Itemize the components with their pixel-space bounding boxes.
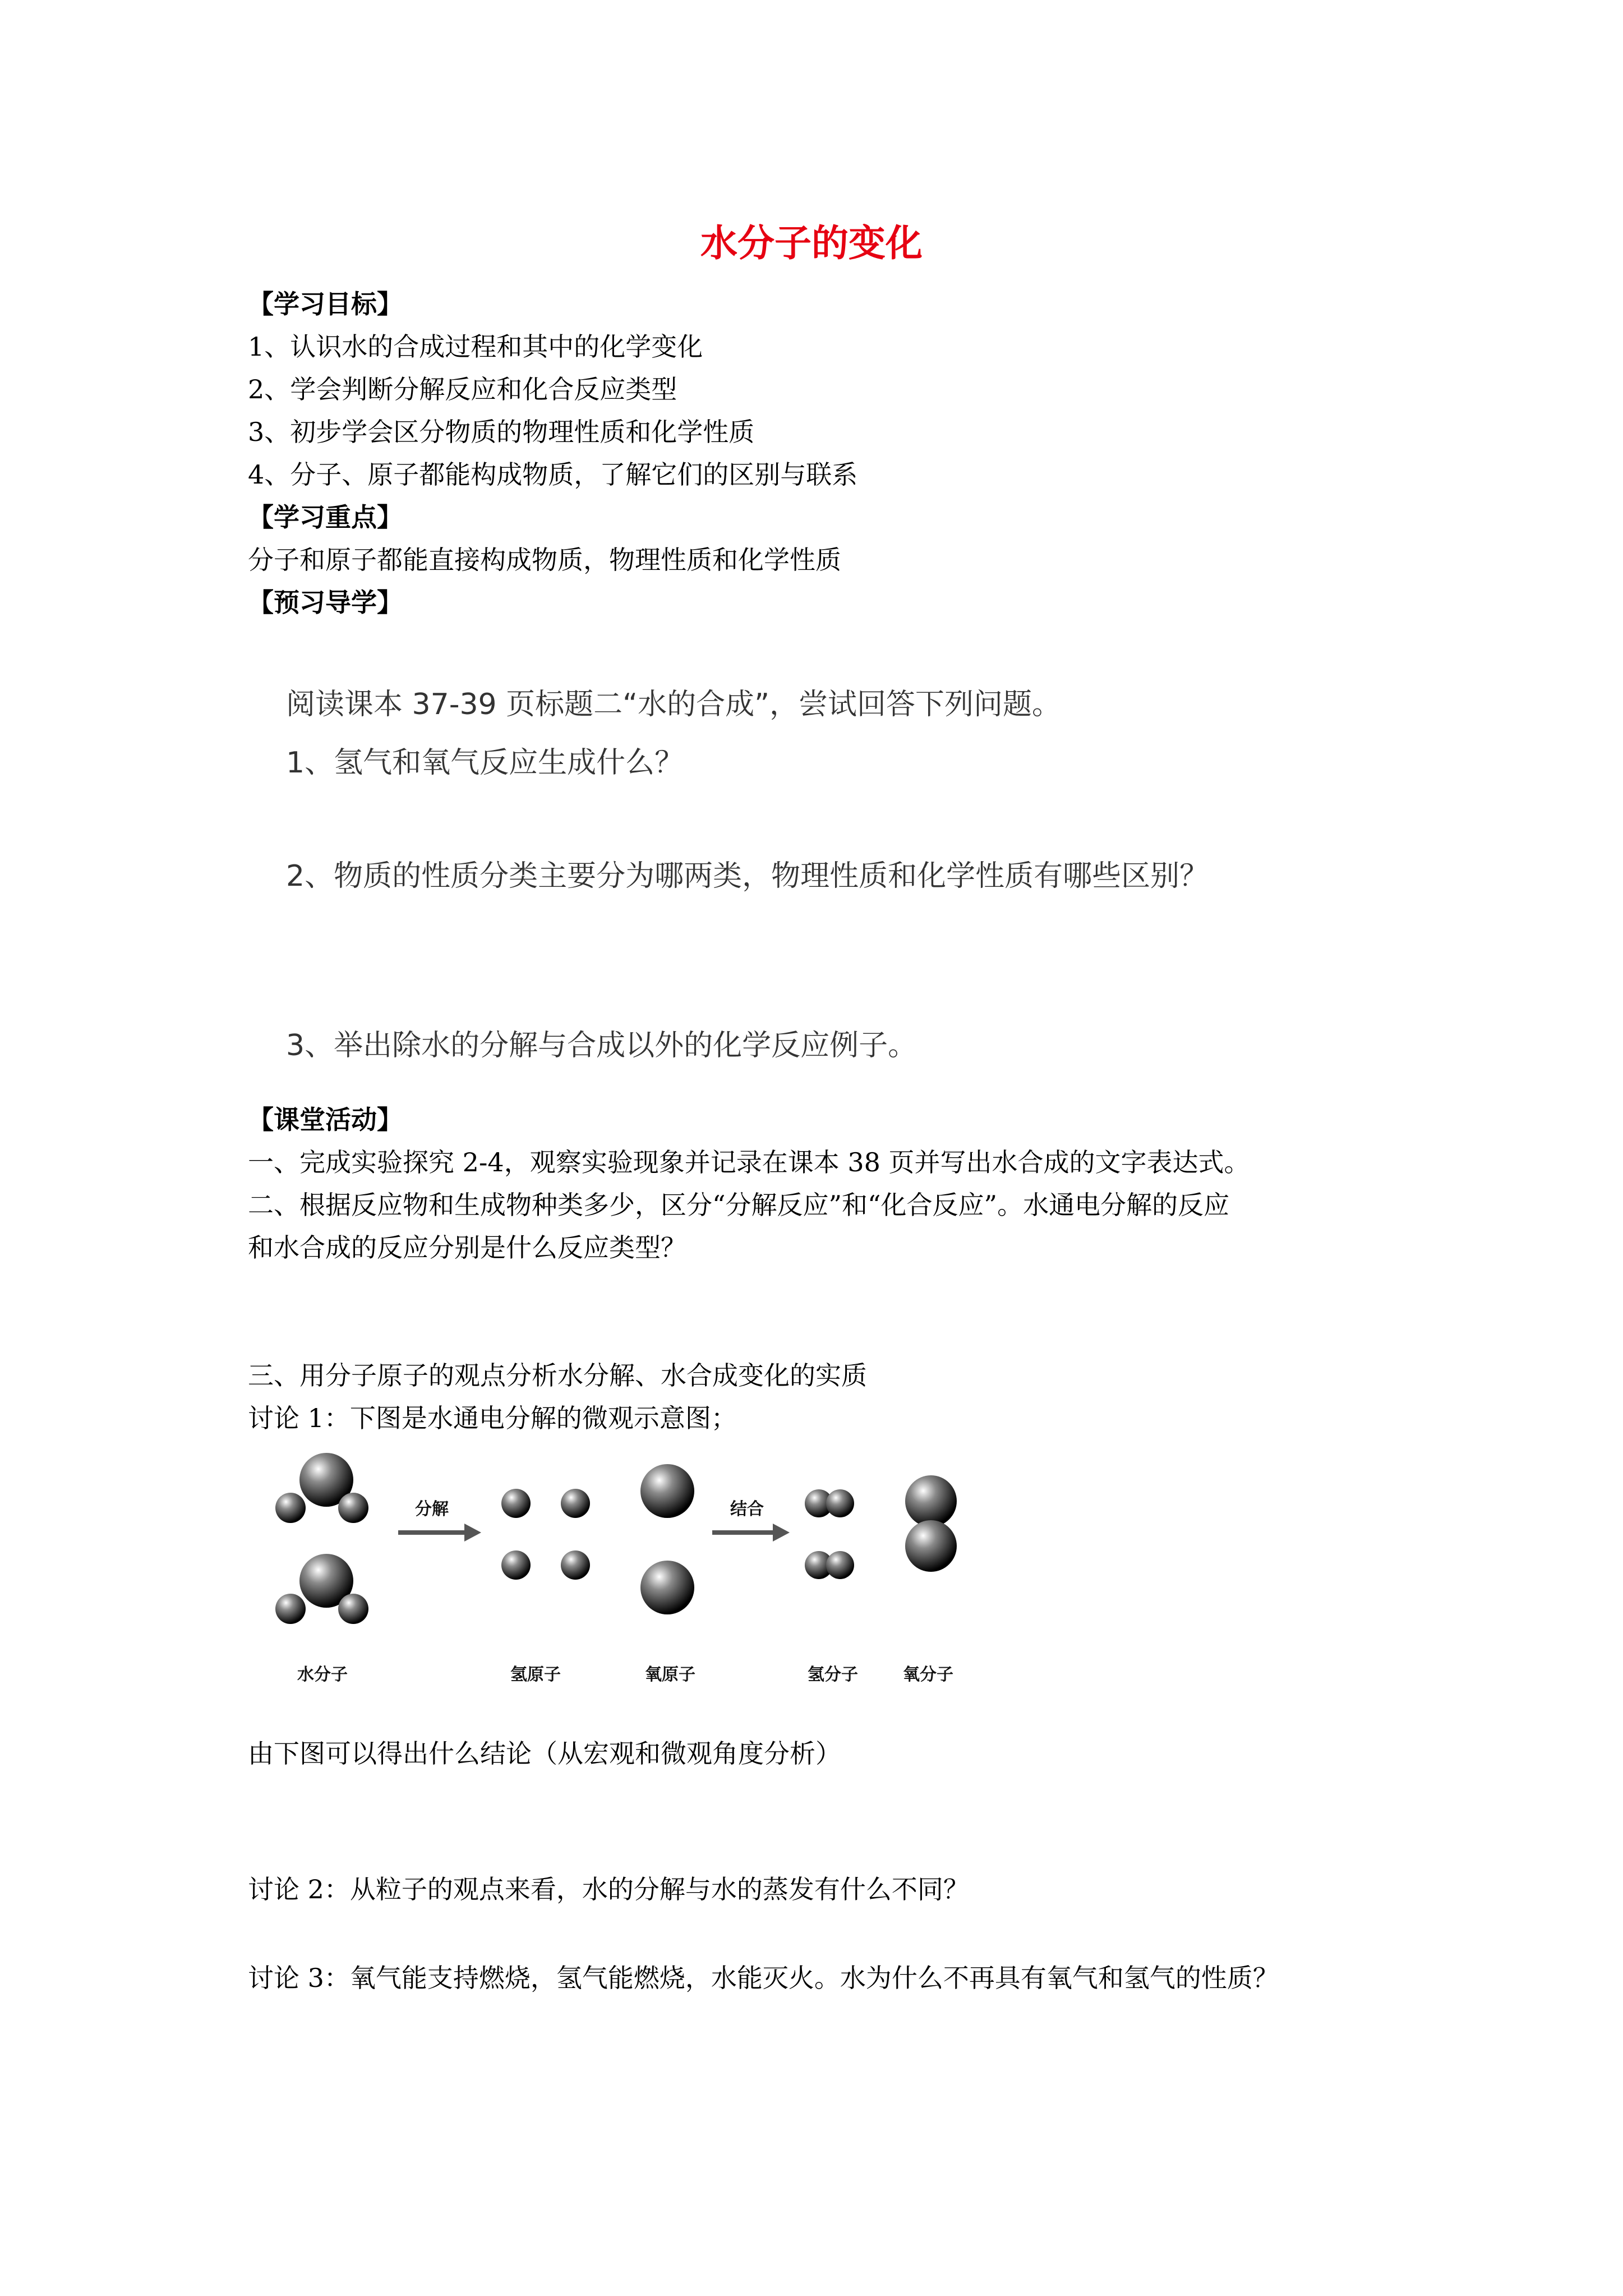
classroom-item-1: 一、完成实验探究 2-4，观察实验现象并记录在课本 38 页并写出水合成的文字表达式。 bbox=[248, 1147, 1250, 1177]
label-oxygen-atom: 氧原子 bbox=[645, 1665, 695, 1685]
water-molecule-icon bbox=[275, 1554, 368, 1624]
label-water-molecule: 水分子 bbox=[297, 1665, 348, 1685]
objective-item: 4、分子、原子都能构成物质，了解它们的区别与联系 bbox=[248, 459, 858, 490]
objectives-heading: 【学习目标】 bbox=[248, 289, 403, 319]
oxygen-molecule-icon bbox=[905, 1475, 957, 1572]
preview-heading: 【预习导学】 bbox=[248, 587, 403, 618]
classroom-item-2-line1: 二、根据反应物和生成物种类多少，区分“分解反应”和“化合反应”。水通电分解的反应 bbox=[248, 1190, 1230, 1220]
classroom-item-2-line2: 和水合成的反应分别是什么反应类型？ bbox=[248, 1232, 686, 1263]
classroom-heading: 【课堂活动】 bbox=[248, 1105, 403, 1135]
objective-item: 2、学会判断分解反应和化合反应类型 bbox=[248, 374, 677, 404]
discussion-1: 讨论 1：下图是水通电分解的微观示意图； bbox=[248, 1403, 737, 1433]
decompose-arrow-icon bbox=[398, 1524, 481, 1542]
oxygen-atom-icon bbox=[640, 1464, 694, 1614]
preview-intro: 阅读课本 37-39 页标题二“水的合成”，尝试回答下列问题。 bbox=[286, 688, 1062, 721]
discussion-2: 讨论 2：从粒子的观点来看，水的分解与水的蒸发有什么不同？ bbox=[248, 1874, 969, 1904]
label-hydrogen-molecule: 氢分子 bbox=[808, 1665, 858, 1685]
classroom-item-3: 三、用分子原子的观点分析水分解、水合成变化的实质 bbox=[248, 1360, 867, 1391]
preview-question: 1、氢气和氧气反应生成什么？ bbox=[286, 746, 684, 780]
preview-question: 2、物质的性质分类主要分为哪两类，物理性质和化学性质有哪些区别？ bbox=[286, 859, 1209, 893]
label-hydrogen-atom: 氢原子 bbox=[510, 1665, 561, 1685]
document-title: 水分子的变化 bbox=[700, 222, 923, 265]
key-points-text: 分子和原子都能直接构成物质，物理性质和化学性质 bbox=[248, 545, 841, 575]
objective-item: 1、认识水的合成过程和其中的化学变化 bbox=[248, 332, 703, 362]
combine-arrow-icon bbox=[712, 1524, 790, 1542]
label-oxygen-molecule: 氧分子 bbox=[903, 1665, 953, 1685]
water-molecule-icon bbox=[275, 1453, 368, 1523]
hydrogen-molecule-icon bbox=[805, 1489, 854, 1579]
preview-question: 3、举出除水的分解与合成以外的化学反应例子。 bbox=[286, 1029, 917, 1062]
water-electrolysis-diagram bbox=[264, 1447, 993, 1705]
objective-item: 3、初步学会区分物质的物理性质和化学性质 bbox=[248, 417, 755, 447]
hydrogen-atom-icon bbox=[501, 1489, 590, 1580]
arrow-combine-label: 结合 bbox=[730, 1499, 764, 1519]
discussion-3: 讨论 3：氧气能支持燃烧，氢气能燃烧，水能灭火。水为什么不再具有氧气和氢气的性质？ bbox=[248, 1963, 1279, 1993]
arrow-decompose-label: 分解 bbox=[415, 1499, 449, 1519]
conclusion-prompt: 由下图可以得出什么结论（从宏观和微观角度分析） bbox=[248, 1738, 841, 1769]
key-points-heading: 【学习重点】 bbox=[248, 502, 403, 532]
